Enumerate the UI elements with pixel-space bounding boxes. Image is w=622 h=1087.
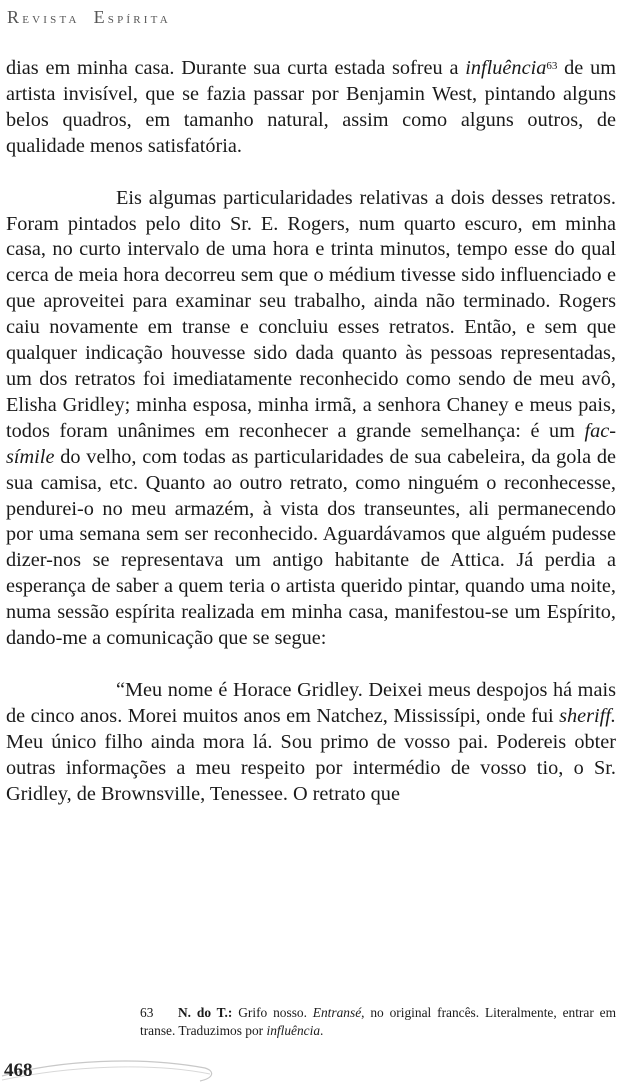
decorative-swoosh-icon [0, 1054, 230, 1087]
paragraph-3: “Meu nome é Horace Gridley. Deixei meus despojos há mais de cinco anos. Morei muitos anos em Natchez, Mississípi, onde fui sheriff. Meu único filho ainda mora lá. Sou primo de vosso pai. Podereis obter outras informações a meu respeito por intermédio de vosso tio, o Sr. Gridley, de Brownsville, Tenessee. O retrato que [6, 678, 616, 805]
main-text [6, 56, 616, 807]
footnote-label: N. do T.: [178, 1005, 233, 1020]
footnote-number: 63 [140, 1005, 154, 1020]
emphasis-influencia: influência [465, 57, 547, 79]
running-header: Revista Espírita [7, 7, 171, 27]
footnote: 63 N. do T.: Grifo nosso. Entransé, no original francês. Literalmente, entrar em transe. Traduzimos por influência. [140, 1005, 616, 1038]
emphasis-fac-simile: fac-símile [6, 419, 616, 468]
emphasis-sheriff: sheriff. [559, 704, 616, 727]
paragraph-2: Eis algumas particularidades relativas a dois desses retratos. Foram pintados pelo dito Sr. E. Rogers, num quarto escuro, em minha casa, no curto intervalo de uma hora e trinta minutos, tempo esse do qual cerca de meia hora decorreu sem que o médium tivesse sido influenciado e que aproveitei para examinar seu trabalho, ainda não terminado. Rogers caiu novamente em transe e concluiu esses retratos. Então, e sem que qualquer indicação houvesse sido dada quanto às pessoas representadas, um dos retratos foi imediatamente reconhecido como sendo de meu avô, Elisha Gridley; minha esposa, minha irmã, a senhora Chaney e meus pais, todos foram unânimes em reconhecer a grande semelhança: é um fac-símile do velho, com todas as particularidades de sua cabeleira, da gola de sua camisa, etc. Quanto ao outro retrato, como ninguém o reconhecesse, pendurei-o no meu armazém, à vista dos transeuntes, ali permanecendo por uma semana sem ser reconhecido. Aguardávamos que alguém pudesse dizer-nos se representava um antigo habitante de Attica. Já perdia a esperança de saber a quem teria o artista querido pintar, quando uma noite, numa sessão espírita realizada em minha casa, manifestou-se um Espírito, dando-me a comunicação que se segue: [6, 186, 616, 650]
footnote-reference[interactable]: 63 [546, 60, 558, 72]
paragraph-1: dias em minha casa. Durante sua curta estada sofreu a influência$^{63}$ de um artista invisível, que se fazia passar por Benjamin West, pintando alguns belos quadros, em tamanho natural, assim como alguns outros, de qualidade menos satisfatória. [6, 57, 616, 157]
page-number: 468 [4, 1060, 33, 1081]
